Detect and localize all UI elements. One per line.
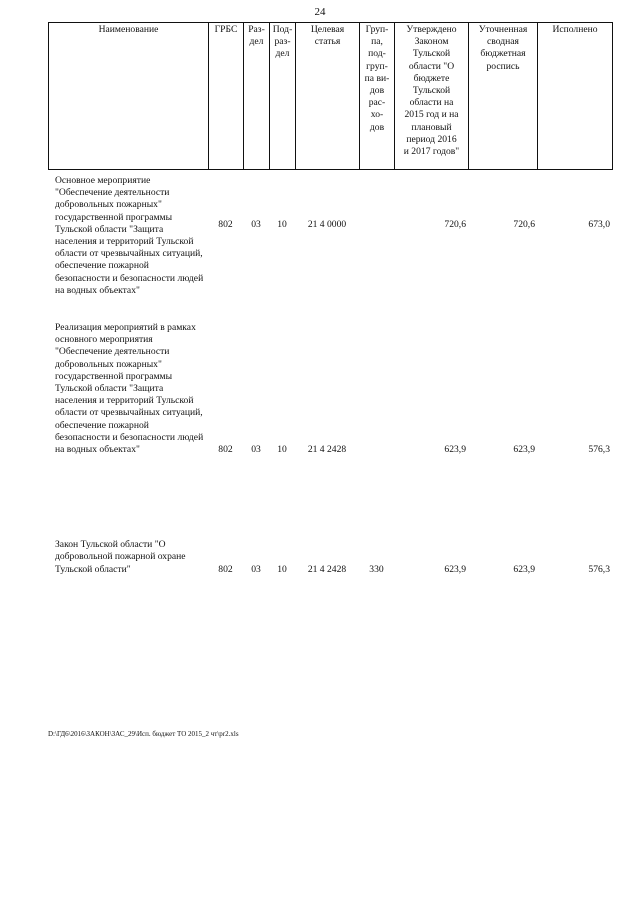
row-approved: 720,6 [444, 218, 466, 230]
row-refined: 623,9 [513, 444, 535, 456]
table-row [48, 175, 612, 297]
row-refined: 720,6 [513, 218, 535, 230]
header-refined: Уточненная сводная бюджетная роспись [469, 23, 538, 170]
row-target: 21 4 2428 [307, 563, 347, 575]
row-razdel: 03 [251, 444, 261, 456]
row-refined: 623,9 [513, 563, 535, 575]
row-executed: 673,0 [588, 218, 610, 230]
table-header [48, 22, 613, 170]
row-executed: 576,3 [588, 444, 610, 456]
header-approved: Утверждено Законом Тульской области "О бюджете Тульской области на 2015 год и на плановый период 2016 и 2017 годов" [395, 23, 469, 170]
row-podrazdel: 10 [277, 444, 287, 456]
row-target: 21 4 0000 [307, 218, 347, 230]
header-grbs: ГРБС [209, 23, 244, 170]
footer-file-path: D:\ГД6\2016\ЗАКОН\ЗАС_29\Исп. бюджет ТО 2015_2 чт\pr2.xls [48, 730, 239, 738]
table-row [48, 297, 612, 521]
row-group [359, 175, 394, 297]
header-group: Груп- па, под- груп- па ви- дов рас- хо- дов [360, 23, 395, 170]
row-grbs: 802 [218, 444, 233, 456]
row-podrazdel: 10 [277, 218, 287, 230]
row-grbs: 802 [218, 563, 233, 575]
row-approved: 623,9 [444, 563, 466, 575]
table-row [48, 521, 612, 576]
header-name: Наименование [49, 23, 209, 170]
header-executed: Исполнено [538, 23, 613, 170]
row-name: Основное мероприятие "Обеспечение деятельности добровольных пожарных" государственной программы Тульской области "Защита населения и территорий Тульской области от чрезвычайных ситуаций, обеспечение пожарной безопасности и безопасности людей на водных объектах" [55, 175, 204, 296]
header-podrazdel: Под- раз- дел [270, 23, 296, 170]
row-group: 330 [369, 563, 384, 575]
header-razdel: Раз- дел [244, 23, 270, 170]
row-razdel: 03 [251, 563, 261, 575]
row-podrazdel: 10 [277, 563, 287, 575]
row-name: Реализация мероприятий в рамках основного мероприятия "Обеспечение деятельности добровольных пожарных" государственной программы Тульской области "Защита населения и территорий Тульской области от чрезвычайных ситуаций, обеспечение пожарной безопасности и безопасности людей на водных объектах" [55, 322, 204, 456]
row-razdel: 03 [251, 218, 261, 230]
row-name: Закон Тульской области "О добровольной пожарной охране Тульской области" [55, 539, 186, 575]
row-approved: 623,9 [444, 444, 466, 456]
row-grbs: 802 [218, 218, 233, 230]
table-body [48, 175, 612, 576]
row-group [359, 297, 394, 521]
row-target: 21 4 2428 [307, 444, 347, 456]
row-executed: 576,3 [588, 563, 610, 575]
header-target: Целевая статья [296, 23, 360, 170]
page-number: 24 [314, 6, 326, 18]
